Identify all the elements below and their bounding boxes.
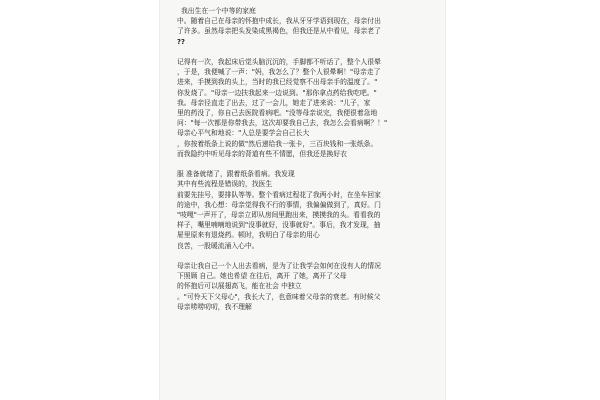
text-line-18: 其中有些流程是错误的，找医生	[177, 180, 273, 189]
text-line-19: 前要先挂号，要排队等等。整个看病过程花了我两小时，在坐车回家	[177, 190, 381, 199]
text-line-30: 母亲唠唠叨叨，我不理解	[177, 302, 252, 311]
text-line-15: 而我隐约中听见母亲的背道有些不情愿，但我还是换好衣	[177, 149, 347, 158]
text-line-1: 我出生在一个中等的家庭	[181, 7, 256, 15]
paragraph-gap	[177, 251, 433, 261]
text-line-7: ，于是，我便喊了一声："妈，我怎么了？整个人很晕啊！"母亲走了	[177, 68, 381, 77]
text-line-26: 母亲让我自己一个人出去看病，是为了让我学会如何在没有人的情况	[177, 262, 381, 271]
text-line-9: 你发烧了。"母亲一边扶我起来一边说到。"那你拿点药给我吃吧。"	[177, 88, 377, 97]
text-line-6: 记得有一次，我起床后觉头脑沉沉的，手脚都不听话了，整个人很晕	[177, 58, 381, 66]
text-line-2: 中。随着自己在母亲的怀抱中成长，我从牙牙学语到现在，母亲付出	[177, 17, 381, 26]
text-line-11: 里的药没了，你自己去医院看病吧。"没等母亲说完，我便很着急地	[177, 109, 378, 118]
text-line-29: 。"可怜天下父母心"，我长大了，也意味着父母亲的衰老。有时候父	[177, 292, 381, 301]
paragraph-gap	[177, 159, 433, 169]
text-line-28: 的怀抱后可以展翅高飞，能在社会 中独立	[177, 282, 302, 291]
text-line-10: 我。母亲径直走了出去，过了一会儿，她走了进来说："儿子，家	[177, 98, 371, 107]
text-line-17: 服 准备就绪了，跟着纸条看病。我发现	[177, 170, 295, 179]
text-line-3: 了许多。虽然母亲把头发染成黑褐色，但我还是从中看见，母亲老了	[177, 27, 381, 36]
document-text	[177, 0, 433, 312]
text-line-22: 样子，嘴里喃喃地说到"没事就好，没事就好"。事后，我才发现，抽	[177, 221, 381, 230]
text-line-4: ??	[177, 37, 185, 46]
text-line-20: 的途中，我心想：母亲觉得我不行的事情，我偏偏做到了，真好。门	[177, 200, 381, 209]
text-line-23: 屉里原来有退烧药。顿时，我明白了母亲的用心	[177, 231, 320, 240]
text-line-13: 母亲心平气和地说："人总是要学会自己长大	[177, 129, 310, 138]
text-line-12: 问："每一次都是你带我去，这次却要我自己去，我怎么会看病啊？！"	[177, 119, 388, 128]
text-line-27: 下照顾 自己。她也希望 在往后，离开 了她，离开了父母	[177, 272, 347, 281]
paragraph-gap	[177, 47, 433, 57]
text-line-8: 进来，手摸到我的头上，当时的我已经觉察不出母亲手的温度了。"	[177, 78, 378, 87]
text-line-24: 良苦，一股暖流涌入心中。	[177, 241, 259, 250]
text-line-14: ，你按着纸条上说的做"然后递给我一张卡，三百块钱和一张纸条。	[177, 139, 378, 148]
text-line-21: "吱嘎"一声开了，母亲立即从房间里跑出来，摸摸我的头。看看我的	[177, 211, 381, 220]
